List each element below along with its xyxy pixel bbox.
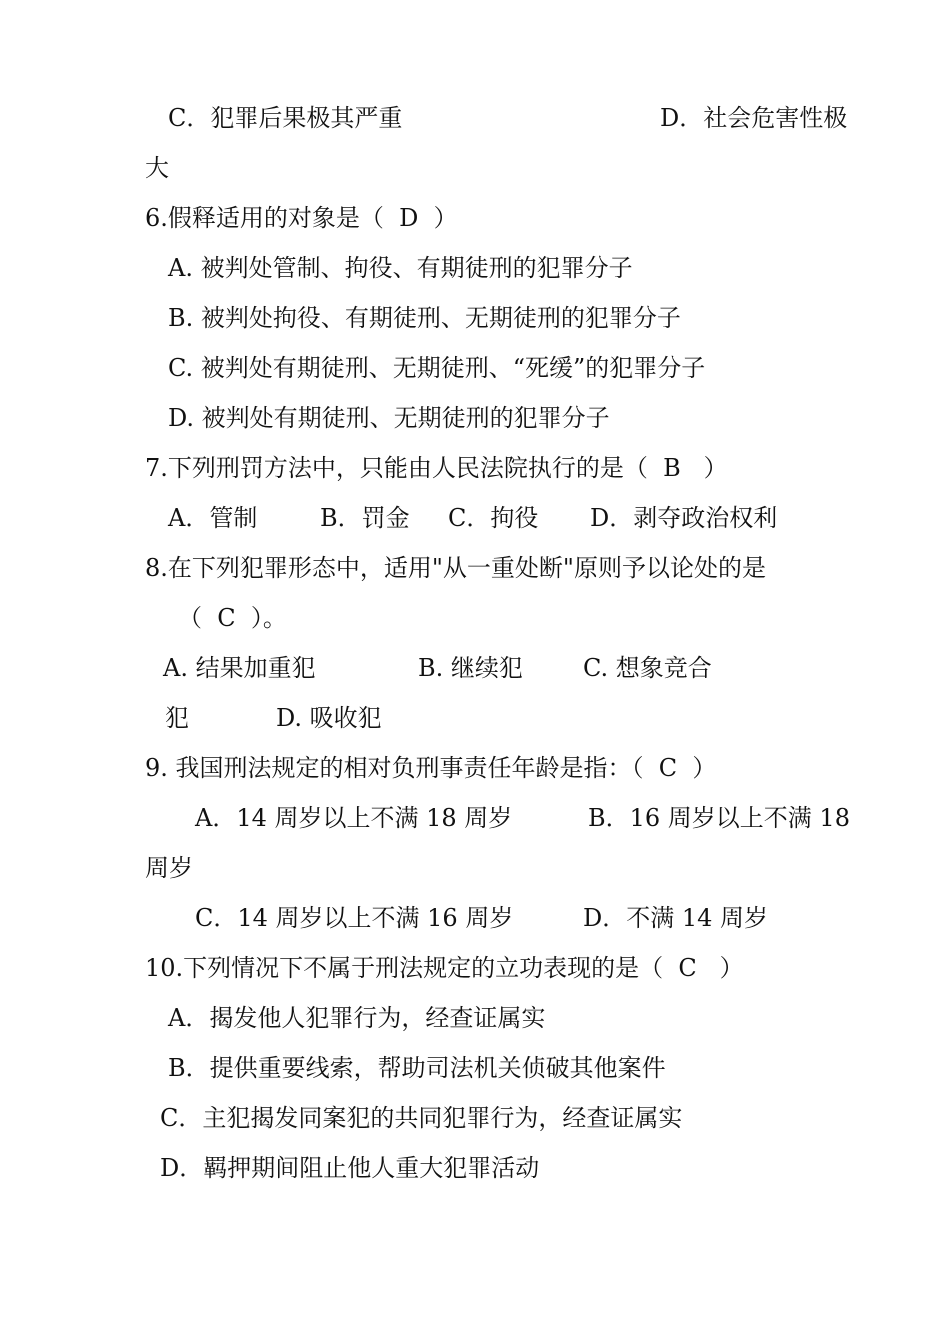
q7-option-b: B．罚金 xyxy=(320,504,410,532)
question-8-answer: （ C ）。 xyxy=(178,604,287,632)
q5-option-d: D．社会危害性极 xyxy=(660,104,848,132)
q6-option-b: B. 被判处拘役、有期徒刑、无期徒刑的犯罪分子 xyxy=(168,304,681,332)
q8-option-a: A. 结果加重犯 xyxy=(163,654,316,682)
question-10: 10.下列情况下不属于刑法规定的立功表现的是（ C ） xyxy=(145,954,744,982)
question-8: 8.在下列犯罪形态中，适用"从一重处断"原则予以论处的是 xyxy=(145,554,766,582)
q9-option-c: C．14 周岁以上不满 16 周岁 xyxy=(195,904,514,932)
q6-option-a: A. 被判处管制、拘役、有期徒刑的犯罪分子 xyxy=(168,254,633,282)
q8-option-b: B. 继续犯 xyxy=(418,654,523,682)
q9-option-a: A．14 周岁以上不满 18 周岁 xyxy=(195,804,513,832)
q6-option-c: C. 被判处有期徒刑、无期徒刑、“死缓”的犯罪分子 xyxy=(168,354,706,382)
q7-option-c: C．拘役 xyxy=(448,504,539,532)
q10-option-b: B．提供重要线索，帮助司法机关侦破其他案件 xyxy=(168,1054,666,1082)
q9-option-b: B．16 周岁以上不满 18 xyxy=(588,804,850,832)
q5-option-c: C．犯罪后果极其严重 xyxy=(168,104,403,132)
question-9: 9. 我国刑法规定的相对负刑事责任年龄是指：（ C ） xyxy=(145,754,717,782)
q7-option-a: A．管制 xyxy=(168,504,258,532)
q6-option-d: D. 被判处有期徒刑、无期徒刑的犯罪分子 xyxy=(168,404,610,432)
q9-option-b-continued: 周岁 xyxy=(145,854,193,882)
question-6: 6.假释适用的对象是（ D ） xyxy=(145,204,458,232)
q5-option-d-continued: 大 xyxy=(145,154,169,182)
q8-option-d: D. 吸收犯 xyxy=(276,704,382,732)
q10-option-d: D．羁押期间阻止他人重大犯罪活动 xyxy=(160,1154,540,1182)
q8-option-c-continued: 犯 xyxy=(165,704,189,732)
q7-option-d: D．剥夺政治权利 xyxy=(590,504,778,532)
question-7: 7.下列刑罚方法中，只能由人民法院执行的是（ B ） xyxy=(145,454,728,482)
q8-option-c: C. 想象竞合 xyxy=(583,654,712,682)
q10-option-a: A．揭发他人犯罪行为，经查证属实 xyxy=(168,1004,546,1032)
q10-option-c: C．主犯揭发同案犯的共同犯罪行为，经查证属实 xyxy=(160,1104,683,1132)
q9-option-d: D．不满 14 周岁 xyxy=(583,904,769,932)
